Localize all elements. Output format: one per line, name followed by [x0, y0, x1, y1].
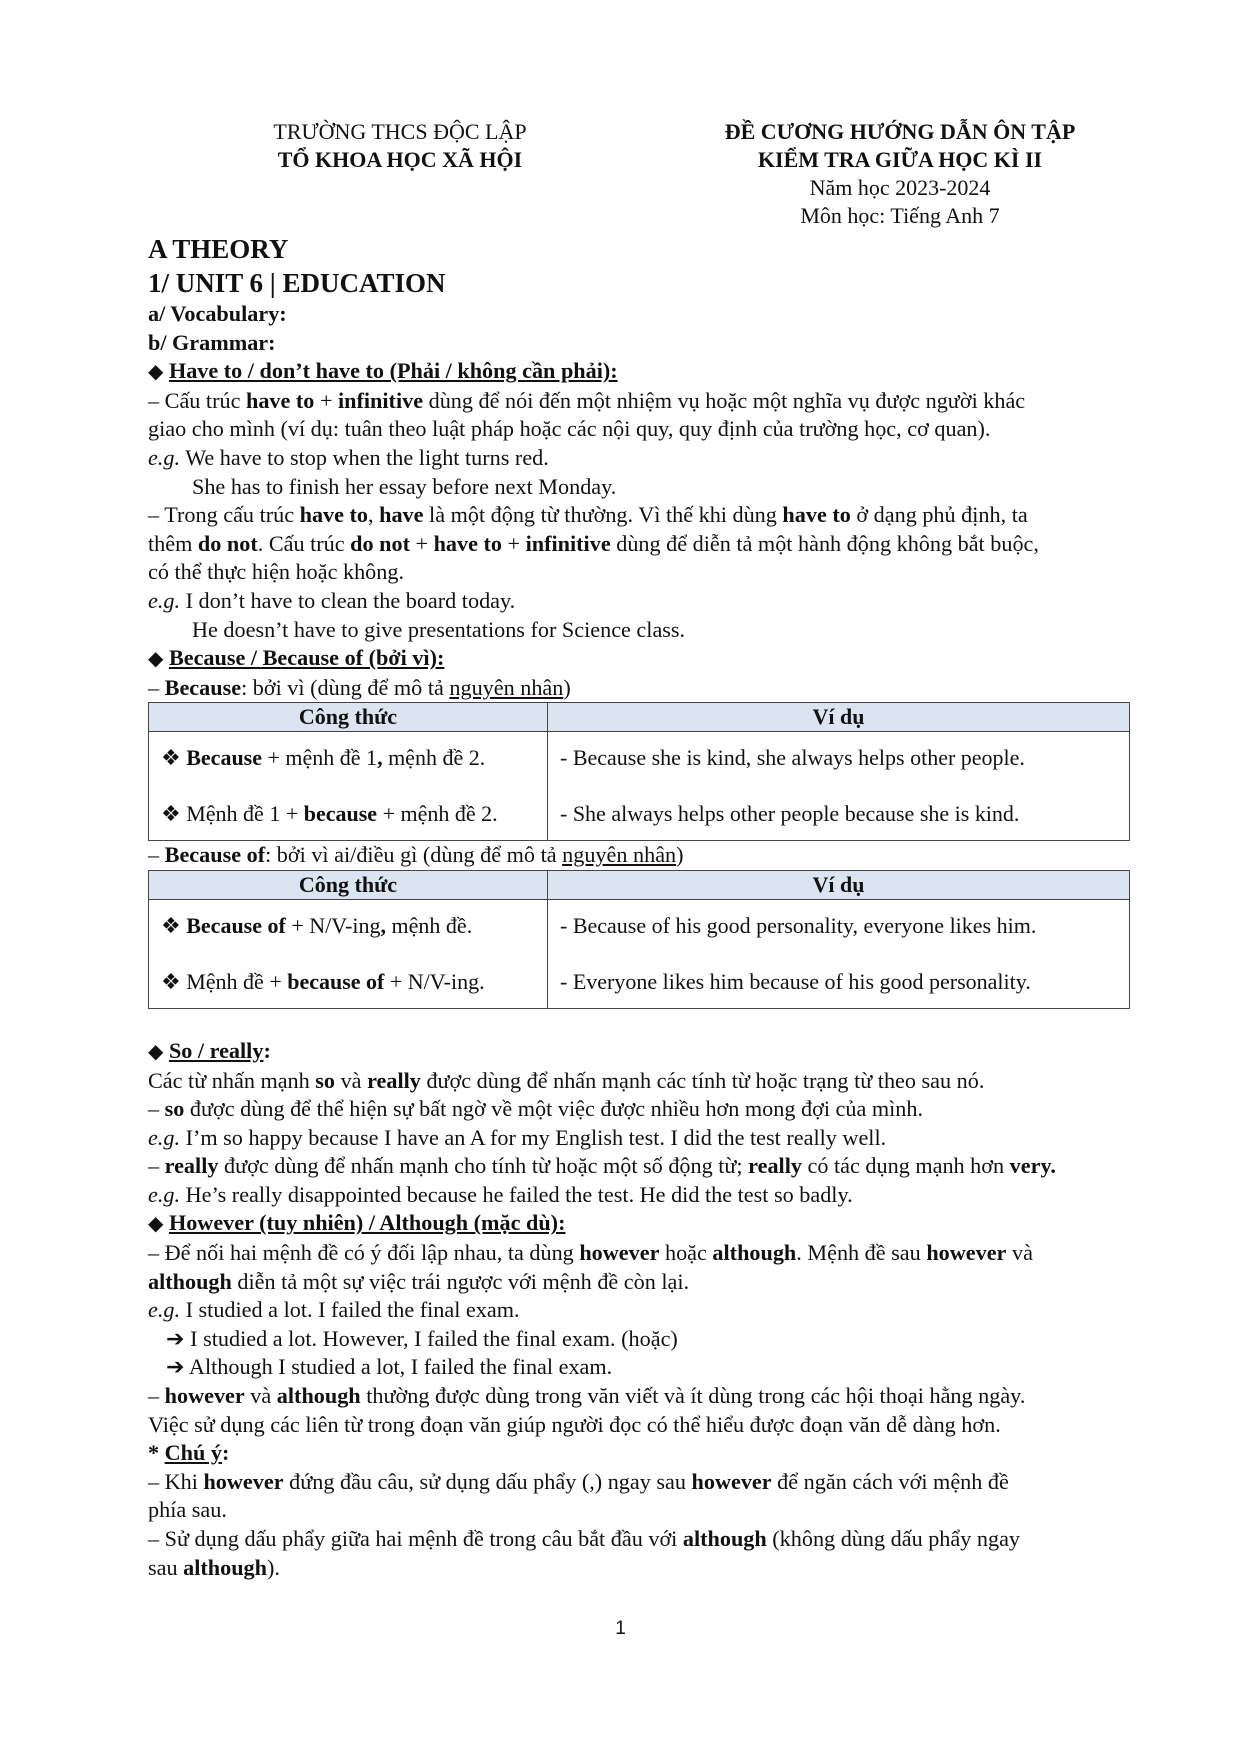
text: được dùng để nhấn mạnh các tính từ hoặc trạng từ theo sau nó. [420, 1067, 985, 1093]
text: – Để nối hai mệnh đề có ý đối lập nhau, ta dùng [148, 1240, 580, 1266]
however-paragraph-2 [148, 1382, 1178, 1411]
table-header-row [149, 870, 1130, 899]
text: được dùng để thể hiện sự bất ngờ về một việc được nhiều hơn mong đợi của mình. [184, 1096, 924, 1122]
text: được dùng để nhấn mạnh cho tính từ hoặc một số động từ; [218, 1153, 749, 1179]
however-heading [148, 1209, 1178, 1239]
underlined-text: nguyên nhân [449, 674, 564, 700]
note-heading [148, 1439, 1178, 1468]
school-name: TRƯỜNG THCS ĐỘC LẬP [273, 119, 527, 144]
have-to-heading [148, 357, 1178, 387]
example-text: He’s really disappointed because he failed the test. He did the test so badly. [180, 1181, 853, 1207]
keyword: really [367, 1067, 421, 1093]
subject: Môn học: Tiếng Anh 7 [800, 203, 1000, 228]
example-label: e.g. [148, 1124, 181, 1150]
keyword: very. [1009, 1153, 1056, 1179]
example-text: I studied a lot. I failed the final exam. [180, 1297, 520, 1323]
keyword: Because [164, 674, 242, 700]
because-heading [148, 644, 1178, 674]
text: mệnh đề 2. [382, 745, 486, 771]
example-label: e.g. [148, 587, 181, 613]
keyword: have to [433, 530, 502, 556]
text: + mệnh đề 2. [377, 801, 498, 827]
keyword: infinitive [525, 530, 611, 556]
example-label: e.g. [148, 444, 181, 470]
text: – [148, 842, 165, 868]
text: ) [563, 674, 571, 700]
because-of-table [148, 870, 1130, 1009]
have-to-paragraph-1-cont: giao cho mình (ví dụ: tuân theo luật pháp hoặc các nội quy, quy định của trường học, cơ quan). [148, 416, 991, 442]
text: sau [148, 1554, 184, 1580]
keyword: although [276, 1383, 361, 1409]
keyword: have [379, 502, 424, 528]
example-text: I’m so happy because I have an A for my English test. I did the test really well. [180, 1124, 887, 1150]
keyword: do not [197, 530, 258, 556]
because-title: Because / Because of (bởi vì): [168, 645, 445, 671]
have-to-paragraph-2-end: có thể thực hiện hoặc không. [148, 559, 405, 585]
example-line [148, 1325, 1178, 1354]
text: dùng để diễn tả một hành động không bắt buộc, [610, 530, 1039, 556]
arrow-icon: ➔ [166, 1325, 185, 1351]
text: diễn tả một sự việc trái ngược với mệnh đề còn lại. [231, 1268, 690, 1294]
have-to-paragraph-2 [148, 501, 1178, 530]
underlined-text: nguyên nhân [562, 842, 677, 868]
text: . Mệnh đề sau [796, 1240, 927, 1266]
because-definition [148, 674, 1178, 703]
keyword: although [148, 1268, 232, 1294]
example-text: We have to stop when the light turns red. [180, 444, 549, 470]
keyword: although [183, 1554, 267, 1580]
example-text: I don’t have to clean the board today. [180, 587, 516, 613]
formula-line [161, 912, 537, 940]
text: đứng đầu câu, sử dụng dấu phẩy (,) ngay sau [283, 1468, 692, 1494]
text: ❖ [161, 912, 187, 938]
however-paragraph-1-cont [148, 1268, 1178, 1297]
text: và [335, 1067, 368, 1093]
text: thường được dùng trong văn viết và ít dùng trong các hội thoại hằng ngày. [360, 1383, 1026, 1409]
text: + [502, 530, 526, 556]
keyword: because [303, 801, 378, 827]
example-label: e.g. [148, 1297, 181, 1323]
column-header-example: Ví dụ [548, 703, 1130, 732]
text: – [148, 1096, 165, 1122]
column-header-formula: Công thức [149, 703, 548, 732]
text: + mệnh đề 1 [262, 745, 378, 771]
keyword: Because of [186, 912, 286, 938]
so-really-paragraph-2 [148, 1095, 1178, 1124]
document-header [680, 118, 1120, 230]
formula-line [161, 968, 537, 996]
example-cell [548, 899, 1130, 1008]
document-body [148, 232, 1178, 1582]
keyword: however [579, 1240, 660, 1266]
diamond-bullet-icon: ◆ [148, 1213, 164, 1236]
example-line: - Because of his good personality, everyone likes him. [560, 912, 1037, 938]
text: ). [266, 1554, 280, 1580]
text: (không dùng dấu phẩy ngay [766, 1526, 1021, 1551]
keyword: however [164, 1383, 245, 1409]
keyword: although [682, 1526, 767, 1551]
text: có tác dụng mạnh hơn [801, 1153, 1010, 1179]
have-to-title: Have to / don’t have to (Phải / không cần phải): [168, 358, 618, 384]
example-cell [548, 732, 1130, 841]
text: và [244, 1383, 277, 1409]
have-to-paragraph-2-cont [148, 530, 1178, 559]
example-line: He doesn’t have to give presentations for Science class. [192, 616, 686, 642]
example-line [148, 1296, 1178, 1325]
example-line: - Everyone likes him because of his good personality. [560, 968, 1031, 994]
vocabulary-heading: a/ Vocabulary: [148, 301, 287, 326]
formula-line [161, 800, 537, 828]
keyword: so [164, 1096, 185, 1122]
keyword: really [748, 1153, 802, 1179]
text: ❖ Mệnh đề + [161, 968, 288, 994]
department-name: TỔ KHOA HỌC XÃ HỘI [277, 147, 523, 172]
keyword: have to [299, 502, 369, 528]
text: ❖ Mệnh đề 1 + [161, 801, 304, 827]
text: là một động từ thường. Vì thế khi dùng [423, 502, 783, 528]
keyword: Because [186, 745, 262, 771]
unit-heading: 1/ UNIT 6 | EDUCATION [148, 268, 446, 298]
note-label: Chú ý [164, 1440, 222, 1466]
text: . Cấu trúc [257, 530, 351, 556]
example-line [148, 1124, 1178, 1153]
school-year: Năm học 2023-2024 [809, 175, 991, 200]
example-line: She has to finish her essay before next Monday. [192, 473, 617, 499]
keyword: however [926, 1240, 1007, 1266]
spacer [148, 1009, 1178, 1037]
so-really-heading [148, 1037, 1178, 1067]
document-subtitle: KIỂM TRA GIỮA HỌC KÌ II [757, 147, 1043, 172]
keyword: so [315, 1067, 336, 1093]
example-line: - She always helps other people because she is kind. [560, 801, 1020, 827]
text: – Khi [148, 1468, 204, 1494]
text: Các từ nhấn mạnh [148, 1067, 316, 1093]
school-header [240, 118, 560, 174]
note-2 [148, 1525, 1178, 1554]
text: – [148, 1383, 165, 1409]
keyword: because of [287, 968, 385, 994]
text: + [409, 530, 434, 556]
text: dùng để nói đến một nhiệm vụ hoặc một nghĩa vụ được người khác [423, 387, 1026, 413]
text: để ngăn cách với mệnh đề [771, 1468, 1009, 1494]
example-text: I studied a lot. However, I failed the final exam. (hoặc) [184, 1325, 678, 1351]
column-header-example: Ví dụ [548, 870, 1130, 899]
text: – Trong cấu trúc [148, 502, 300, 528]
however-title: However (tuy nhiên) / Although (mặc dù): [168, 1210, 566, 1236]
keyword: Because of [164, 842, 266, 868]
example-label: e.g. [148, 1181, 181, 1207]
text: ở dạng phủ định, ta [850, 502, 1028, 528]
text: : [221, 1440, 230, 1466]
arrow-icon: ➔ [166, 1354, 185, 1380]
text: + N/V-ing. [384, 968, 485, 994]
diamond-bullet-icon: ◆ [148, 648, 164, 671]
example-line [148, 587, 1178, 616]
keyword: do not [350, 530, 410, 556]
keyword: however [691, 1468, 772, 1494]
diamond-bullet-icon: ◆ [148, 361, 164, 384]
text: – [148, 674, 165, 700]
note-1 [148, 1468, 1178, 1497]
text: ) [676, 842, 684, 868]
keyword: infinitive [338, 387, 424, 413]
text: – Cấu trúc [148, 387, 246, 413]
keyword: however [203, 1468, 284, 1494]
text: và [1006, 1240, 1033, 1266]
text: , [368, 502, 380, 528]
note-1-cont: phía sau. [148, 1497, 227, 1523]
text: , [380, 912, 387, 938]
text: – [148, 1153, 165, 1179]
keyword: really [164, 1153, 219, 1179]
text: mệnh đề. [386, 912, 473, 938]
text: – Sử dụng dấu phẩy giữa hai mệnh đề trong câu bắt đầu với [148, 1526, 683, 1551]
example-line [148, 1353, 1178, 1382]
text: : bởi vì ai/điều gì (dùng để mô tả [265, 842, 563, 868]
column-header-formula: Công thức [149, 870, 548, 899]
formula-line [161, 744, 537, 772]
however-paragraph-2-cont: Việc sử dụng các liên từ trong đoạn văn giúp người đọc có thể hiểu được đoạn văn dễ dàng hơn. [148, 1411, 1001, 1437]
note-2-cont [148, 1554, 1178, 1583]
page-number: 1 [615, 1618, 626, 1639]
section-heading: A THEORY [148, 234, 289, 264]
text: + [314, 387, 338, 413]
because-of-definition [148, 841, 1178, 870]
example-line [148, 444, 1178, 473]
document-title: ĐỀ CƯƠNG HƯỚNG DẪN ÔN TẬP [724, 119, 1076, 144]
keyword: have to [782, 502, 851, 528]
text: , [377, 745, 383, 771]
because-table [148, 702, 1130, 841]
so-really-paragraph-1 [148, 1067, 1178, 1096]
text: : [263, 1037, 271, 1063]
formula-cell [149, 732, 548, 841]
table-row [149, 732, 1130, 841]
example-line [148, 1181, 1178, 1210]
example-text: Although I studied a lot, I failed the final exam. [184, 1354, 613, 1380]
text: * [148, 1440, 165, 1466]
text: hoặc [659, 1240, 713, 1266]
have-to-paragraph-1 [148, 387, 1178, 416]
text: + N/V-ing [285, 912, 381, 938]
table-row [149, 899, 1130, 1008]
text: ❖ [161, 745, 187, 771]
keyword: have to [245, 387, 315, 413]
table-header-row [149, 703, 1130, 732]
however-paragraph-1 [148, 1239, 1178, 1268]
grammar-heading: b/ Grammar: [148, 329, 276, 355]
example-line: - Because she is kind, she always helps other people. [560, 745, 1025, 771]
so-really-paragraph-3 [148, 1152, 1178, 1181]
formula-cell [149, 899, 548, 1008]
diamond-bullet-icon: ◆ [148, 1040, 164, 1063]
keyword: although [712, 1240, 797, 1266]
so-really-title: So / really [168, 1037, 264, 1063]
text: thêm [148, 530, 198, 556]
text: : bởi vì (dùng để mô tả [241, 674, 450, 700]
